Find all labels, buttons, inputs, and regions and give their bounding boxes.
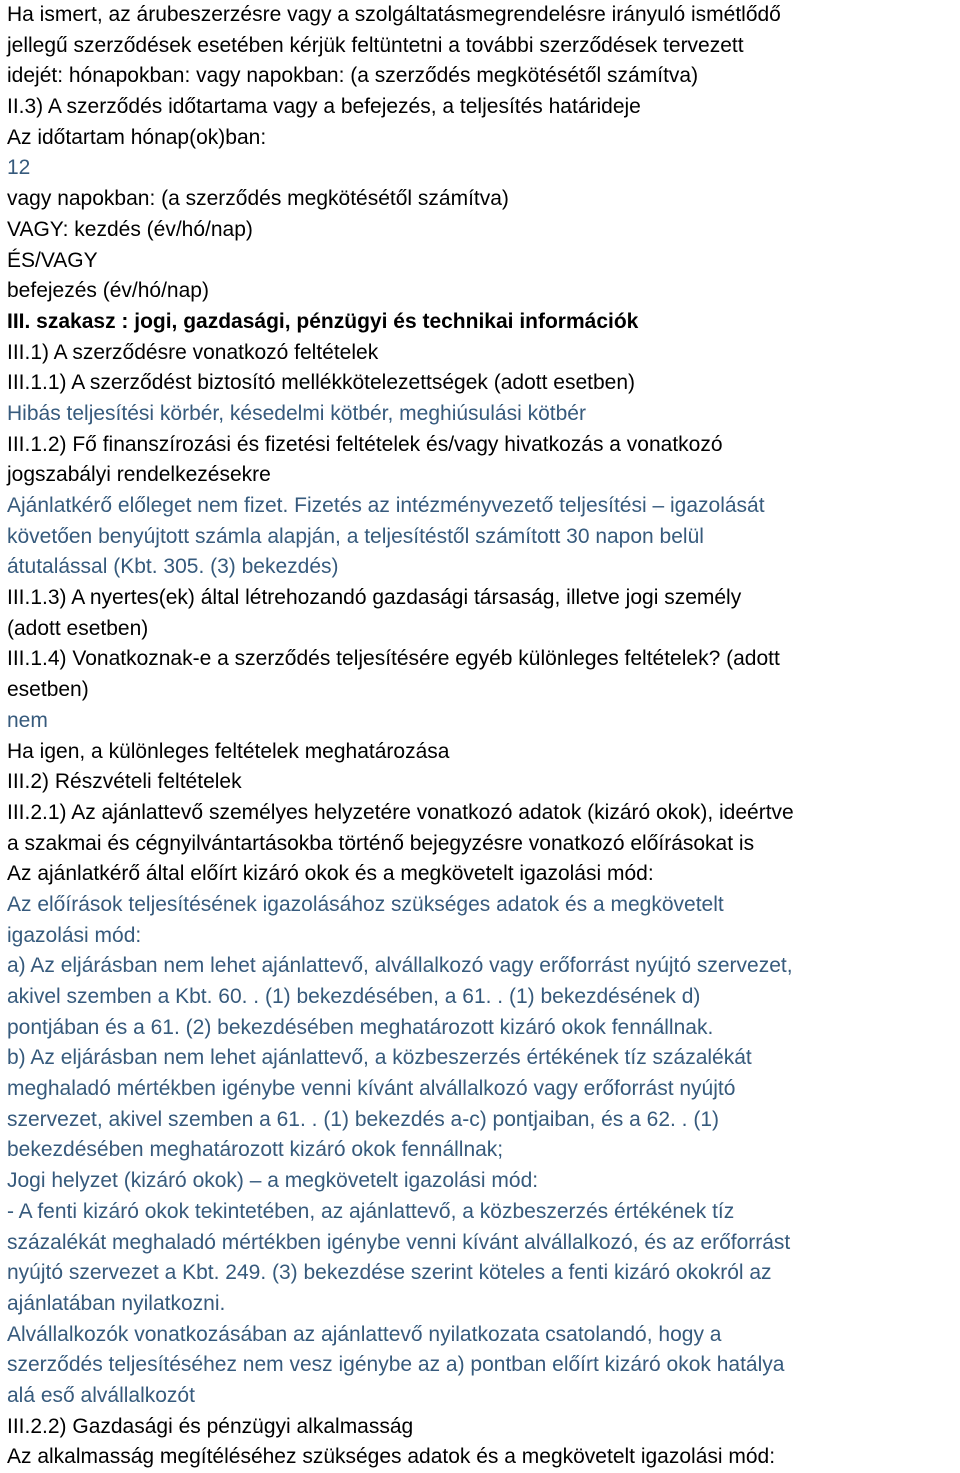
text-line: esetben) xyxy=(7,678,89,702)
text-line: 12 xyxy=(7,156,31,180)
text-line: százalékát meghaladó mértékben igénybe venni kívánt alvállalkozó, és az erőforrást xyxy=(7,1230,791,1254)
text-line: bekezdésében meghatározott kizáró okok fennállnak; xyxy=(7,1138,504,1162)
text-line: III.2) Részvételi feltételek xyxy=(7,770,242,794)
text-line: akivel szemben a Kbt. 60. . (1) bekezdésében, a 61. . (1) bekezdésének d) xyxy=(7,985,701,1008)
text-line: Ha igen, a különleges feltételek meghatározása xyxy=(7,739,450,763)
text-line: Az időtartam hónap(ok)ban: xyxy=(7,125,267,149)
text-line: jogszabályi rendelkezésekre xyxy=(7,463,271,487)
text-line: Az előírások teljesítésének igazolásához szükséges adatok és a megkövetelt xyxy=(7,892,724,916)
text-line: szervezet, akivel szemben a 61. . (1) bekezdés a-c) pontjaiban, és a 62. . (1) xyxy=(7,1107,720,1131)
text-line: befejezés (év/hó/nap) xyxy=(7,279,209,303)
text-line: igazolási mód: xyxy=(7,923,142,947)
text-line: Jogi helyzet (kizáró okok) – a megkövetelt igazolási mód: xyxy=(7,1169,539,1193)
text-line: idejét: hónapokban: vagy napokban: (a szerződés megkötésétől számítva) xyxy=(7,64,699,88)
text-line: II.3) A szerződés időtartama vagy a befejezés, a teljesítés határideje xyxy=(7,95,641,119)
text-line: alá eső alvállalkozót xyxy=(7,1383,195,1407)
section-heading: III. szakasz : jogi, gazdasági, pénzügyi és technikai információk xyxy=(7,309,639,333)
text-line: átutalással (Kbt. 305. (3) bekezdés) xyxy=(7,555,339,579)
text-line: ÉS/VAGY xyxy=(7,248,98,272)
text-line: b) Az eljárásban nem lehet ajánlattevő, a közbeszerzés értékének tíz százalékát xyxy=(7,1046,752,1070)
text-line: vagy napokban: (a szerződés megkötésétől számítva) xyxy=(7,187,509,211)
text-line: nem xyxy=(7,708,48,732)
text-line: III.2.1) Az ajánlattevő személyes helyzetére vonatkozó adatok (kizáró okok), ideértve xyxy=(7,800,794,824)
text-line: Ajánlatkérő előleget nem fizet. Fizetés az intézményvezető teljesítési – igazolását xyxy=(7,494,765,517)
text-line: III.1.2) Fő finanszírozási és fizetési feltételek és/vagy hivatkozás a vonatkozó xyxy=(7,432,723,456)
text-line: ajánlatában nyilatkozni. xyxy=(7,1291,226,1315)
text-line: jellegű szerződések esetében kérjük feltüntetni a további szerződések tervezett xyxy=(7,33,744,57)
text-line: Alvállalkozók vonatkozásában az ajánlattevő nyilatkozata csatolandó, hogy a xyxy=(7,1322,722,1346)
text-line: pontjában és a 61. (2) bekezdésében meghatározott kizáró okok fennállnak. xyxy=(7,1015,714,1039)
text-line: Ha ismert, az árubeszerzésre vagy a szolgáltatásmegrendelésre irányuló ismétlődő xyxy=(7,3,781,26)
text-line: III.1.1) A szerződést biztosító mellékkötelezettségek (adott esetben) xyxy=(7,371,636,395)
text-line: (adott esetben) xyxy=(7,616,149,640)
text-line: nyújtó szervezet a Kbt. 249. (3) bekezdése szerint köteles a fenti kizáró okokról az xyxy=(7,1261,772,1285)
text-line: a szakmai és cégnyilvántartásokba történő bejegyzésre vonatkozó előírásokat is xyxy=(7,831,755,855)
text-line: követően benyújtott számla alapján, a teljesítéstől számított 30 napon belül xyxy=(7,524,704,548)
text-line: Az ajánlatkérő által előírt kizáró okok és a megkövetelt igazolási mód: xyxy=(7,862,654,886)
text-line: a) Az eljárásban nem lehet ajánlattevő, alvállalkozó vagy erőforrást nyújtó szervezet, xyxy=(7,954,793,978)
text-line: III.2.2) Gazdasági és pénzügyi alkalmasság xyxy=(7,1414,414,1438)
text-line: szerződés teljesítéséhez nem vesz igénybe az a) pontban előírt kizáró okok hatálya xyxy=(7,1353,785,1377)
text-line: III.1) A szerződésre vonatkozó feltételek xyxy=(7,340,379,364)
text-line: III.1.4) Vonatkoznak-e a szerződés teljesítésére egyéb különleges feltételek? (adott xyxy=(7,647,780,671)
text-line: meghaladó mértékben igénybe venni kívánt alvállalkozó vagy erőforrást nyújtó xyxy=(7,1077,736,1101)
text-line: - A fenti kizáró okok tekintetében, az ajánlattevő, a közbeszerzés értékének tíz xyxy=(7,1199,735,1223)
text-line: Az alkalmasság megítéléséhez szükséges adatok és a megkövetelt igazolási mód: xyxy=(7,1445,776,1469)
text-line: VAGY: kezdés (év/hó/nap) xyxy=(7,217,253,241)
text-line: Hibás teljesítési körbér, késedelmi kötbér, meghiúsulási kötbér xyxy=(7,401,586,425)
text-line: III.1.3) A nyertes(ek) által létrehozandó gazdasági társaság, illetve jogi személy xyxy=(7,586,742,610)
